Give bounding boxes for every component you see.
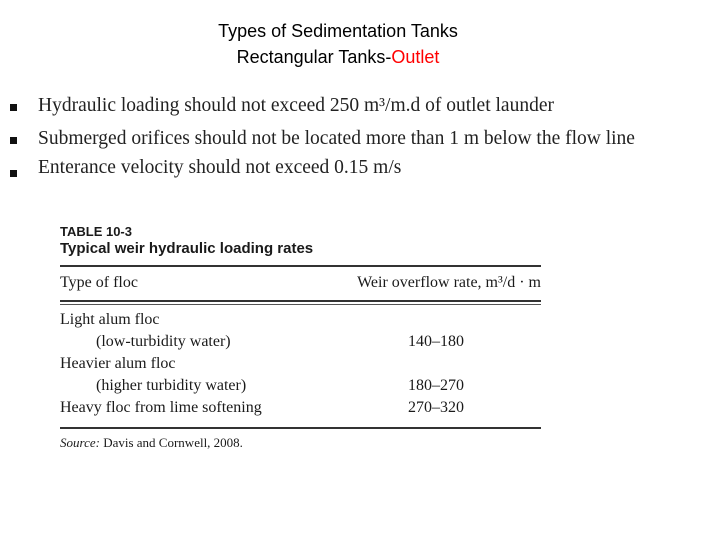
table-header-rule — [60, 300, 541, 302]
bullet-list — [10, 92, 710, 178]
table-row — [60, 353, 541, 375]
cell-rate — [408, 309, 541, 331]
cell-rate: 270–320 — [408, 399, 464, 416]
cell-floc: Light alum floc — [60, 311, 160, 328]
table-bottom-rule — [60, 427, 541, 429]
table-body — [60, 305, 541, 419]
source-label: Source: — [60, 435, 100, 450]
bullet-item — [10, 158, 710, 178]
table-title: Typical weir hydraulic loading rates — [60, 240, 314, 257]
table-header-row — [60, 267, 541, 300]
cell-floc: Heavy floc from lime softening — [60, 399, 262, 416]
cell-floc: (low-turbidity water) — [96, 333, 231, 350]
title-line-2-prefix: Rectangular Tanks- — [236, 47, 392, 67]
bullet-text: Hydraulic loading should not exceed 250 m³/m.d of outlet launder — [38, 95, 554, 116]
table-row — [60, 375, 541, 397]
table-row — [60, 331, 541, 353]
table-row — [60, 309, 541, 331]
bullet-text: Enterance velocity should not exceed 0.15 m/s — [38, 158, 402, 178]
cell-rate — [408, 353, 541, 375]
table-header-floc: Type of floc — [60, 274, 138, 291]
title-line-2 — [0, 44, 676, 70]
table-label: TABLE 10-3 — [60, 224, 132, 239]
cell-floc: (higher turbidity water) — [96, 377, 247, 394]
bullet-marker — [10, 170, 17, 177]
cell-floc: Heavier alum floc — [60, 355, 176, 372]
bullet-text: Submerged orifices should not be located more than 1 m below the flow line — [38, 128, 635, 149]
table-source — [60, 435, 541, 451]
slide-title — [0, 18, 676, 70]
bullet-item — [10, 92, 710, 120]
bullet-marker — [10, 104, 17, 111]
cell-rate: 140–180 — [408, 333, 464, 350]
cell-rate: 180–270 — [408, 377, 464, 394]
table-header-rate: Weir overflow rate, m³/d · m — [357, 274, 541, 291]
title-line-1: Types of Sedimentation Tanks — [218, 21, 458, 41]
bullet-marker — [10, 137, 17, 144]
title-line-2-accent: Outlet — [391, 47, 440, 67]
weir-loading-table — [60, 224, 541, 451]
bullet-text-clipped — [38, 158, 710, 178]
table-row — [60, 397, 541, 419]
source-text: Davis and Cornwell, 2008. — [103, 435, 243, 450]
bullet-item — [10, 125, 710, 153]
